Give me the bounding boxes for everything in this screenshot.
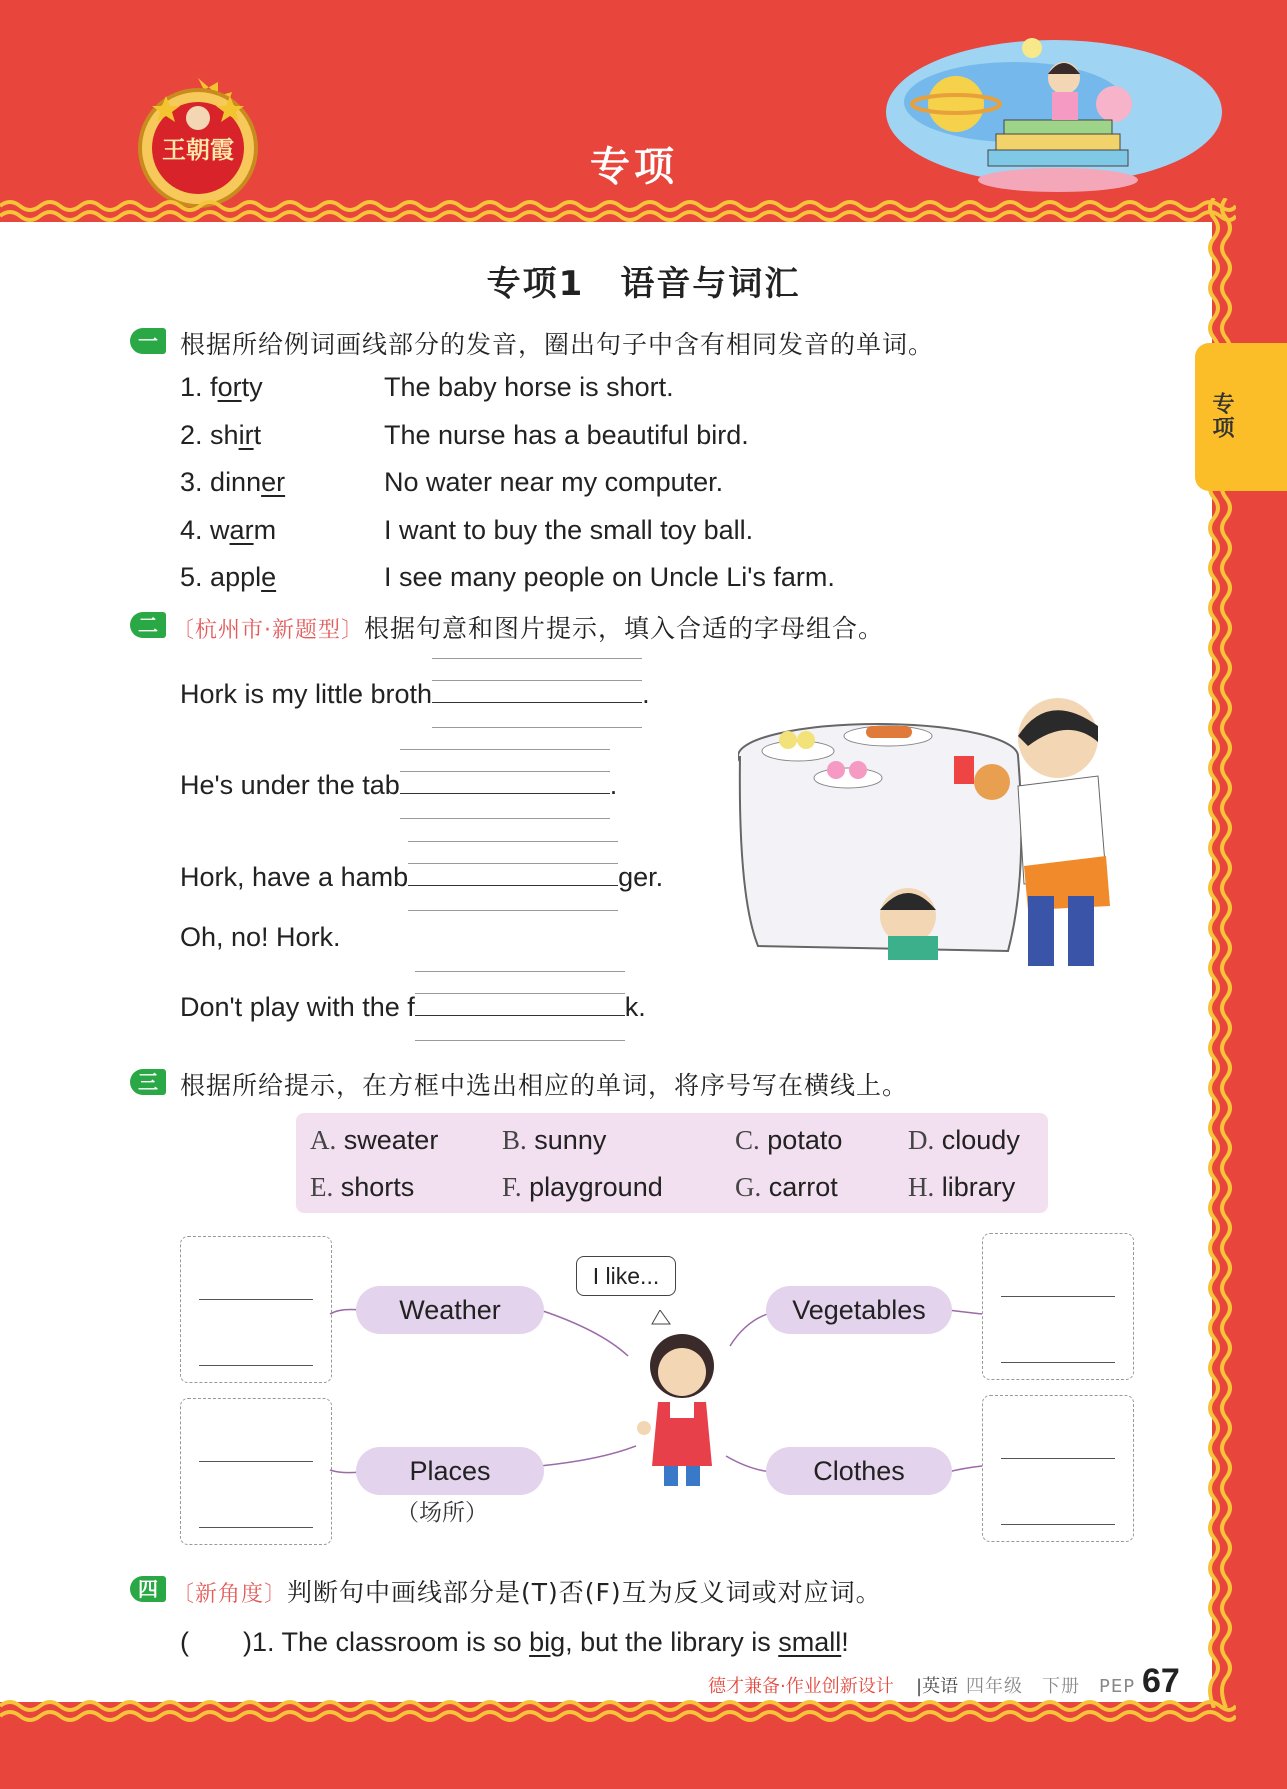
line-text-post: . <box>609 770 618 800</box>
item-number: 5. <box>180 562 203 592</box>
option-word: shorts <box>340 1172 415 1202</box>
places-note: （场所） <box>396 1500 488 1526</box>
footer-brand: 德才兼备·作业创新设计 <box>708 1676 894 1697</box>
part4-badge: 四 <box>130 1576 166 1602</box>
option-g <box>735 1172 838 1203</box>
fill-blank[interactable] <box>415 987 625 1016</box>
sentence-part: ! <box>841 1627 849 1657</box>
part1-item-2 <box>180 420 261 451</box>
item-number: 3. <box>180 467 203 497</box>
option-d <box>908 1125 1020 1156</box>
option-word: library <box>941 1172 1016 1202</box>
option-a <box>310 1125 438 1156</box>
line-text-post: . <box>642 679 650 709</box>
part2-line-5 <box>180 987 646 1023</box>
example-word-underlined: ar <box>229 515 254 545</box>
example-word-pre: w <box>210 515 230 545</box>
option-word: sweater <box>343 1125 439 1155</box>
option-word: potato <box>767 1125 843 1155</box>
part2-instruction: 根据句意和图片提示，填入合适的字母组合。 <box>364 614 885 643</box>
option-key: F. <box>502 1172 522 1202</box>
line-text-post: ger. <box>618 862 664 892</box>
footer-grade: 四年级 下册 PEP <box>966 1676 1136 1697</box>
fill-blank[interactable] <box>400 765 610 794</box>
option-word: cloudy <box>941 1125 1020 1155</box>
picnic-table-illustration <box>738 696 1138 976</box>
places-answer-box[interactable] <box>180 1398 332 1545</box>
wavy-border-top <box>0 198 1236 224</box>
clothes-answer-box[interactable] <box>982 1395 1134 1542</box>
part2-badge: 二 <box>130 612 166 638</box>
part1-sentence-3[interactable]: No water near my computer. <box>384 467 724 497</box>
example-word-pre: f <box>210 372 218 402</box>
part1-sentence-4[interactable]: I want to buy the small toy ball. <box>384 515 754 545</box>
option-key: B. <box>502 1125 527 1155</box>
example-word-underlined: e <box>261 562 277 592</box>
option-b <box>502 1125 606 1156</box>
part2-line-1 <box>180 674 650 710</box>
sentence-part: The classroom is so <box>281 1627 530 1657</box>
part1-instruction: 根据所给例词画线部分的发音，圈出句子中含有相同发音的单词。 <box>180 330 935 359</box>
sentence-part: , but the library is <box>565 1627 779 1657</box>
section-title: 专项1 语音与词汇 <box>486 264 801 304</box>
bubble-weather: Weather <box>356 1286 544 1334</box>
option-word: carrot <box>768 1172 838 1202</box>
item-number: 1. <box>180 372 203 402</box>
wavy-border-bottom <box>0 1698 1236 1724</box>
header-title: 专项 <box>590 144 678 190</box>
part4-tag: 〔新角度〕 <box>172 1582 288 1607</box>
part2-tag: 〔杭州市·新题型〕 <box>172 618 364 643</box>
fill-blank[interactable] <box>408 857 618 886</box>
part3-instruction: 根据所给提示，在方框中选出相应的单词，将序号写在横线上。 <box>180 1071 909 1100</box>
example-word-pre: sh <box>210 420 239 450</box>
part1-sentence-5[interactable]: I see many people on Uncle Li's farm. <box>384 562 835 592</box>
line-text-pre: Hork, have a hamb <box>180 862 409 892</box>
item-number: 1. <box>251 1627 275 1657</box>
option-e <box>310 1172 414 1203</box>
example-word-underlined: er <box>261 467 286 497</box>
underlined-word: big <box>529 1627 566 1657</box>
girl-illustration <box>630 1310 730 1494</box>
bubble-clothes: Clothes <box>766 1447 952 1495</box>
part1-item-1 <box>180 372 263 403</box>
option-f <box>502 1172 663 1203</box>
option-key: D. <box>908 1125 935 1155</box>
fill-blank[interactable] <box>432 674 642 703</box>
part4-item-1 <box>180 1620 849 1659</box>
item-number: 4. <box>180 515 203 545</box>
example-word-post: ty <box>241 372 263 402</box>
part2-line-3 <box>180 857 663 893</box>
part4-instruction: 判断句中画线部分是(T)否(F)互为反义词或对应词。 <box>287 1578 882 1607</box>
answer-paren[interactable]: ( ) <box>180 1627 252 1657</box>
option-key: C. <box>735 1125 760 1155</box>
part1-item-4 <box>180 515 276 546</box>
part2-line-2 <box>180 765 617 801</box>
option-word: playground <box>529 1172 663 1202</box>
item-number: 2. <box>180 420 203 450</box>
header-illustration <box>884 32 1224 192</box>
example-word-post: t <box>253 420 262 450</box>
option-c <box>735 1125 842 1156</box>
line-text-post: k. <box>624 992 646 1022</box>
part3-badge: 三 <box>130 1069 166 1095</box>
side-tab-label: 专项 <box>1209 392 1234 440</box>
part1-sentence-2[interactable]: The nurse has a beautiful bird. <box>384 420 749 450</box>
example-word-underlined: or <box>217 372 242 402</box>
line-text-pre: Hork is my little broth <box>180 679 433 709</box>
part1-item-3 <box>180 467 285 498</box>
speech-bubble: I like... <box>576 1256 676 1296</box>
bubble-places: Places <box>356 1447 544 1495</box>
part2-instruction-wrap <box>172 609 884 645</box>
line-text-pre: Don't play with the f <box>180 992 415 1022</box>
example-word-post: m <box>253 515 277 545</box>
option-word: sunny <box>534 1125 607 1155</box>
option-key: G. <box>735 1172 762 1202</box>
vegetables-answer-box[interactable] <box>982 1233 1134 1380</box>
option-key: E. <box>310 1172 334 1202</box>
part1-item-5 <box>180 562 276 593</box>
option-h <box>908 1172 1015 1203</box>
example-word-pre: dinn <box>210 467 262 497</box>
footer-subject: |英语 <box>916 1676 959 1697</box>
underlined-word: small <box>778 1627 842 1657</box>
bubble-vegetables: Vegetables <box>766 1286 952 1334</box>
logo-text: 王朝霞 <box>162 135 234 164</box>
option-key: H. <box>908 1172 935 1202</box>
page-number: 67 <box>1142 1662 1180 1700</box>
example-word-underlined: ir <box>238 420 254 450</box>
part1-sentence-1[interactable]: The baby horse is short. <box>384 372 674 402</box>
part1-badge: 一 <box>130 328 166 354</box>
brand-logo <box>132 76 264 208</box>
weather-answer-box[interactable] <box>180 1236 332 1383</box>
line-text-pre: He's under the tab <box>180 770 400 800</box>
part2-line-4: Oh, no! Hork. <box>180 922 341 952</box>
part4-instruction-wrap <box>172 1573 882 1609</box>
option-key: A. <box>310 1125 337 1155</box>
example-word-pre: appl <box>210 562 262 592</box>
